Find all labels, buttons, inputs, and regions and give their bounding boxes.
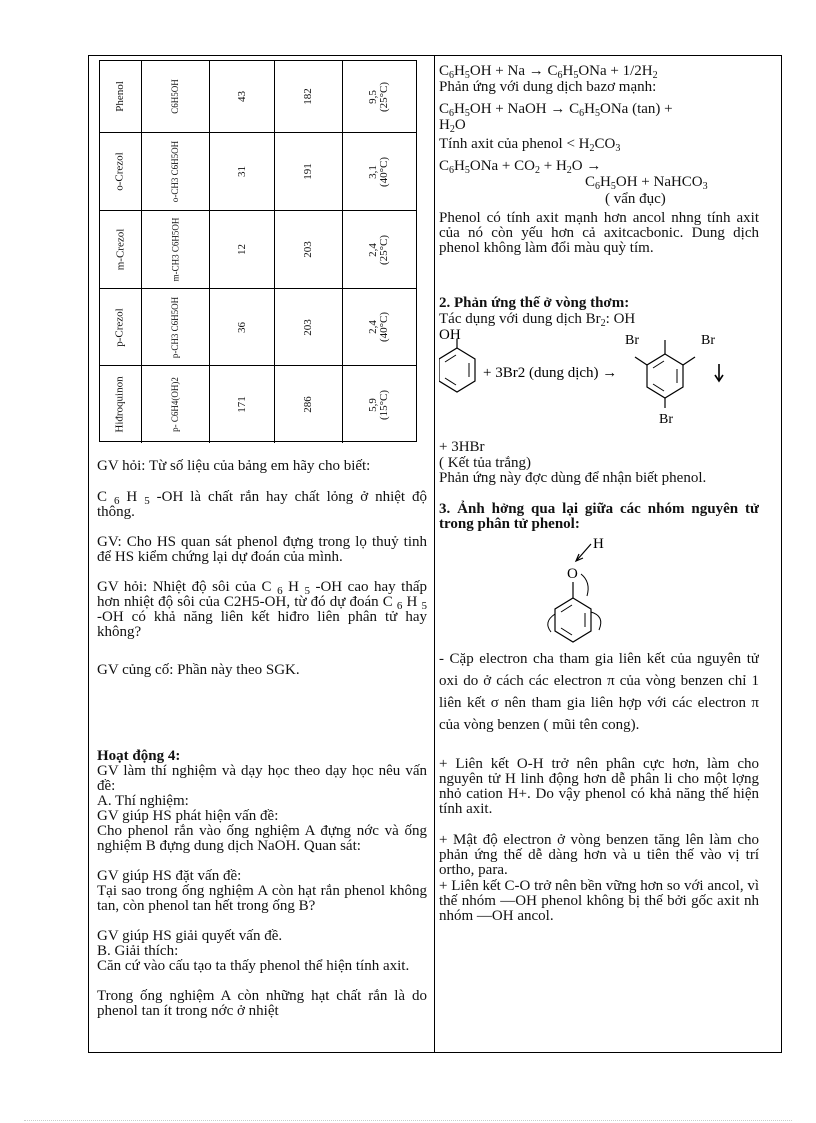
table-cell-col3 (210, 133, 275, 210)
bromine-intro: Tác dụng với dung dịch $Br_2$: OH (439, 311, 636, 329)
cell-text: p-CH3 C6H5OH (169, 296, 180, 358)
table-row (100, 211, 416, 289)
section-b: B. Giải thích: (97, 943, 179, 959)
table-cell-col3 (210, 211, 275, 288)
cell-text: 12 (235, 244, 248, 255)
solubility-value: 2,4 (25°C) (367, 234, 391, 265)
table-cell-name (100, 61, 142, 132)
table-row (100, 61, 416, 133)
table-cell-col4 (275, 133, 343, 210)
cell-text: 203 (302, 318, 314, 336)
explanation-2: Trong ống nghiệm A còn những hạt chất rắn là do phenol tan ít trong nớc ở nhiệt (97, 988, 427, 1019)
cell-text: 43 (235, 91, 248, 102)
acidity-summary: Phenol có tính axit mạnh hơn ancol nhng tính axit của nó còn yếu hơn cả axitcacbonic. Dung dịch phenol không làm đổi màu quỳ tím. (439, 210, 759, 256)
cell-text: m-CH3 C6H5OH (169, 217, 180, 282)
br-bottom-label: Br (659, 412, 673, 427)
experiment-desc: Cho phenol rắn vào ống nghiệm A đựng nớc và ống nghiệm B đựng dung dịch NaOH. Quan sát: (97, 823, 427, 854)
table-cell-col4 (275, 366, 343, 443)
table-cell-name (100, 366, 142, 443)
oh-bond-note: + Liên kết O-H trở nên phân cực hơn, làm cho nguyên tử H linh động hơn dễ phân li cho một lợng nhỏ cation H+. Do vậy phenol có khả năng thế hiện tính axit. (439, 756, 759, 817)
table-row (100, 289, 416, 366)
eq-co2-products: $C_6H_5OH$ + NaHCO$_3$ (585, 174, 708, 192)
table-cell-formula (142, 133, 210, 210)
cell-text: o-Crezol (113, 152, 126, 191)
table-cell-col4 (275, 61, 343, 132)
solubility-value: 5,9 (15°C) (367, 389, 391, 420)
table-cell-formula (142, 61, 210, 132)
table-cell-col5 (343, 61, 416, 132)
cell-text: 191 (302, 163, 314, 180)
question-2: GV hỏi: Nhiệt độ sôi của C $_6$ H $_5$ -OH cao hay thấp hơn nhiệt độ sôi của C2H5-OH, từ đó dự đoán C $_6$ H $_5$ -OH có khả năng liên kết hiđro liên phân tử hay không? (97, 579, 427, 640)
properties-table (99, 60, 417, 442)
solubility-value: 2,4 (40°C) (367, 311, 391, 343)
bromination-scheme (439, 326, 759, 436)
table-cell-name (100, 133, 142, 210)
solubility-value: 9,5 (25°C) (367, 81, 391, 112)
cell-text: Hiđroquinon (114, 376, 127, 433)
table-cell-name (100, 211, 142, 288)
cell-text: m-Crezol (114, 228, 127, 271)
summary-note: GV củng cố: Phần này theo SGK. (97, 662, 300, 678)
eq-sodium: $C_6H_5OH + Na \to C_6H_5ONa + 1/2H_2$ (439, 63, 658, 81)
left-column (97, 56, 427, 1052)
phenol-ring (439, 339, 475, 392)
cell-text: 182 (302, 88, 314, 105)
cell-text: Phenol (114, 81, 126, 112)
table-cell-col5 (343, 211, 416, 288)
cell-text: 203 (302, 241, 314, 258)
oh-label: OH (439, 327, 461, 343)
reagent-text: + 3Br2 (dung dịch) → (483, 365, 618, 381)
activity-4-intro: GV làm thí nghiệm và dạy học theo dạy học nêu vấn đề: (97, 763, 427, 794)
co-bond-note: + Liên kết C-O trở nên bền vững hơn so với ancol, vì thế nhóm —OH phenol không bị thế bởi gốc axit nh nhóm —OH ancol. (439, 878, 759, 924)
table-row (100, 133, 416, 211)
solubility-value: 3,1 (40°C) (367, 156, 391, 187)
right-column (439, 62, 759, 1052)
eq-naoh-water: $H_2O$ (439, 117, 466, 135)
step-pose: GV giúp HS đặt vấn đề: (97, 868, 242, 884)
eq-naoh: $C_6H_5OH$ + NaOH → $C_6H_5ONa$ (tan) + (439, 101, 673, 119)
hbr-product: + 3HBr (439, 439, 485, 455)
density-note: + Mật độ electron ở vòng benzen tăng lên làm cho phản ứng thế dễ dàng hơn và u tiên thế vào vị trí ortho, para. (439, 832, 759, 878)
section-2-heading: 2. Phản ứng thế ở vòng thơm: (439, 295, 630, 311)
page-footer-line (24, 1120, 792, 1121)
base-reaction-label: Phản ứng với dung dịch bazơ mạnh: (439, 79, 657, 95)
explanation-1: Căn cứ vào cấu tạo ta thấy phenol thể hiện tính axit. (97, 958, 410, 974)
table-cell-col3 (210, 61, 275, 132)
table-cell-col4 (275, 211, 343, 288)
phenol-resonance-diagram (529, 534, 639, 654)
table-cell-col5 (343, 289, 416, 365)
section-3-heading: 3. Ảnh hởng qua lại giữa các nhóm nguyên tử trong phân tử phenol: (439, 501, 759, 532)
table-cell-formula (142, 289, 210, 365)
h-atom-label: H (593, 536, 604, 552)
table-cell-col4 (275, 289, 343, 365)
column-divider (434, 56, 435, 1052)
question-1-detail: C $_6$ H $_5$ -OH là chất rắn hay chất lỏng ở nhiệt độ thông. (97, 489, 427, 520)
br-right-label: Br (701, 333, 715, 348)
o-atom-label: O (567, 566, 578, 582)
electron-explanation: - Cặp electron cha tham gia liên kết của nguyên tử oxi do ở cách các electron π của vòng benzen chỉ 1 liên kết σ nên tham gia liên hợp với các electron π của vòng benzen ( mũi tên cong). (439, 651, 759, 733)
table-cell-formula (142, 211, 210, 288)
cell-text: C6H5OH (169, 79, 180, 114)
question-1: GV hỏi: Từ số liệu của bảng em hãy cho biết: (97, 458, 371, 474)
table-cell-col3 (210, 366, 275, 443)
cell-text: o-CH3 C6H5OH (169, 140, 180, 203)
table-cell-col5 (343, 133, 416, 210)
step-discover: GV giúp HS phát hiện vấn đề: (97, 808, 279, 824)
cell-text: 286 (302, 396, 314, 413)
precipitate-arrow-icon (715, 364, 723, 381)
precipitate-note: ( Kết tủa trắng) (439, 455, 532, 471)
table-row (100, 366, 416, 443)
cell-text: p- C6H4(OH)2 (170, 377, 180, 432)
identification-note: Phản ứng này đợc dùng để nhận biết phenol. (439, 470, 707, 486)
teacher-note: GV: Cho HS quan sát phenol đựng trong lọ thuỷ tinh để HS kiểm chứng lại dự đoán của mình. (97, 534, 427, 565)
document-page (88, 55, 782, 1053)
table-cell-formula (142, 366, 210, 443)
table-cell-col5 (343, 366, 416, 443)
step-solve: GV giúp HS giải quyết vấn đề. (97, 928, 283, 944)
cell-text: 31 (235, 166, 248, 177)
activity-4-heading: Hoạt động 4: (97, 748, 181, 764)
section-a: A. Thí nghiệm: (97, 793, 189, 809)
problem-question: Tại sao trong ống nghiệm A còn hạt rắn phenol không tan, còn phenol tan hết trong ống B? (97, 883, 427, 914)
table-cell-col3 (210, 289, 275, 365)
br-left-label: Br (625, 333, 639, 348)
cell-text: 171 (235, 396, 248, 413)
cell-text: p-Crezol (113, 307, 126, 347)
eq-co2-note: ( vẩn đục) (605, 191, 666, 207)
eq-co2: $C_6H_5ONa + CO_2 + H_2O$ → (439, 158, 602, 176)
table-cell-name (100, 289, 142, 365)
acidity-compare: Tính axit của phenol < $H_2CO_3$ (439, 136, 621, 154)
cell-text: 36 (235, 321, 248, 333)
tribromophenol-ring (635, 340, 695, 408)
